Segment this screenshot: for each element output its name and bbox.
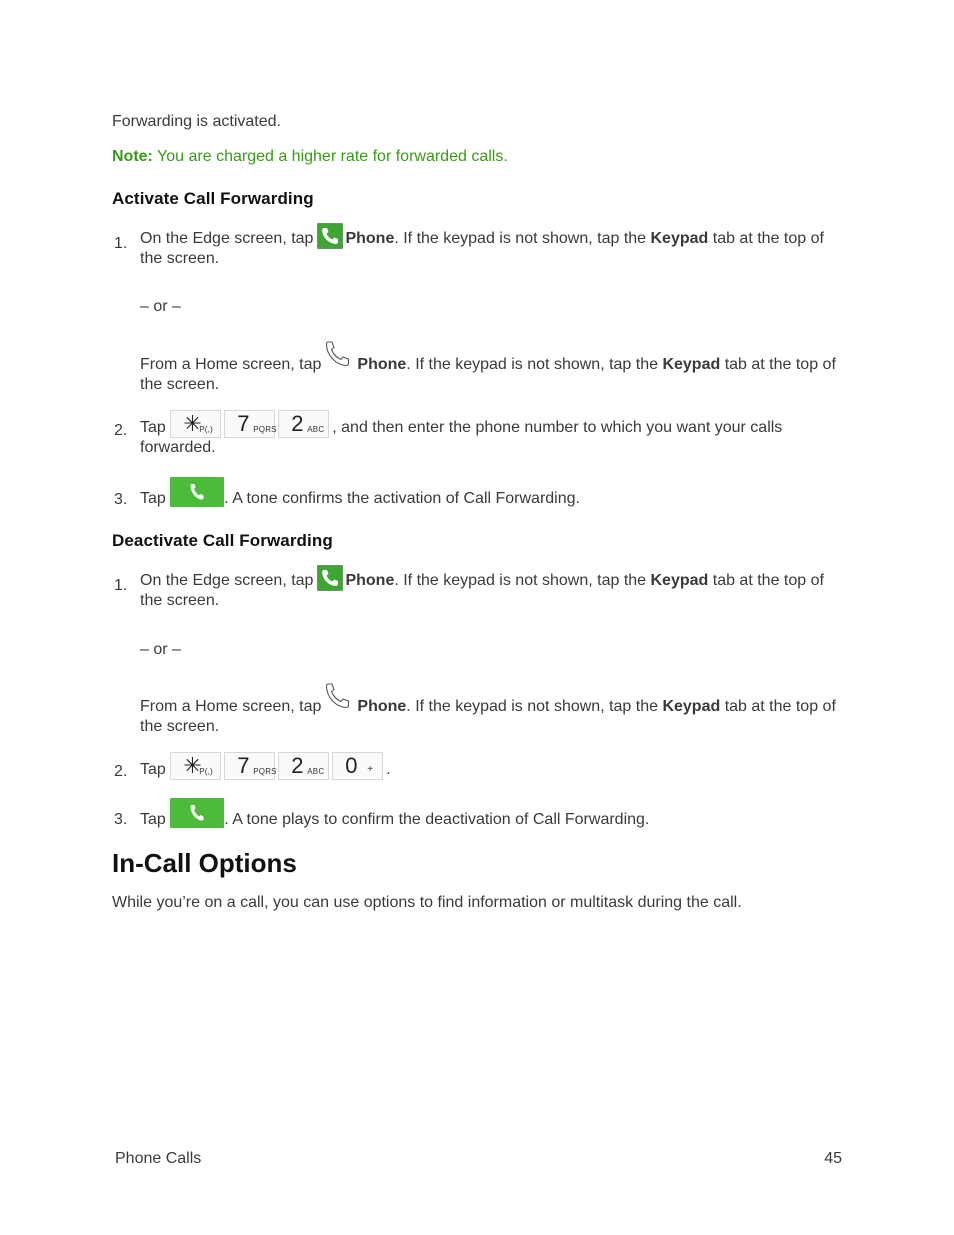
step-text: , and then enter the phone number to which you want your calls forwarded. xyxy=(140,419,783,456)
step-text: Tap xyxy=(140,811,166,828)
step-text: tab at the top of the screen. xyxy=(140,356,836,393)
keypad-tab-label: Keypad xyxy=(650,572,709,589)
call-button-icon xyxy=(170,477,224,507)
activate-step1-edge xyxy=(140,223,840,269)
phone-app-label: Phone xyxy=(345,572,395,589)
step-text: . A tone plays to confirm the deactivation of Call Forwarding. xyxy=(224,811,650,828)
deactivate-heading: Deactivate Call Forwarding xyxy=(112,531,333,550)
key-digit: 2 xyxy=(291,753,304,778)
step-text: tab at the top of the screen. xyxy=(140,698,836,735)
step-number: 1. xyxy=(114,577,128,594)
step-text: . If the keypad is not shown, tap the xyxy=(394,230,651,247)
phone-app-label: Phone xyxy=(357,356,407,373)
key-letters: P(,) xyxy=(199,425,213,434)
phone-app-icon xyxy=(317,565,343,591)
or-separator: – or – xyxy=(140,298,181,315)
phone-outline-icon xyxy=(323,681,353,713)
activate-step1-home xyxy=(140,339,840,395)
key-digit: 7 xyxy=(237,753,250,778)
deactivate-step3 xyxy=(140,798,840,830)
step-text: From a Home screen, tap xyxy=(140,698,322,715)
step-text: . If the keypad is not shown, tap the xyxy=(394,572,651,589)
step-text: . If the keypad is not shown, tap the xyxy=(406,356,663,373)
activate-step2 xyxy=(140,410,840,458)
page-number: 45 xyxy=(824,1150,842,1167)
key-letters: PQRS xyxy=(253,767,277,776)
keypad-tab-label: Keypad xyxy=(662,698,721,715)
keypad-tab-label: Keypad xyxy=(662,356,721,373)
keypad-tab-label: Keypad xyxy=(650,230,709,247)
deactivate-step1-home xyxy=(140,681,840,737)
step-text: On the Edge screen, tap xyxy=(140,230,314,247)
two-key xyxy=(278,410,329,438)
step-text: From a Home screen, tap xyxy=(140,356,322,373)
seven-key xyxy=(224,410,275,438)
key-digit: 7 xyxy=(237,411,250,436)
key-digit: 2 xyxy=(291,411,304,436)
step-text: On the Edge screen, tap xyxy=(140,572,314,589)
step-number: 2. xyxy=(114,763,128,780)
star-key xyxy=(170,410,221,438)
key-digit: ✳ xyxy=(183,411,202,436)
key-letters: PQRS xyxy=(253,425,277,434)
step-text: tab at the top of the screen. xyxy=(140,572,824,609)
deactivate-step1-edge xyxy=(140,565,840,611)
step-number: 2. xyxy=(114,422,128,439)
footer-section: Phone Calls xyxy=(115,1150,202,1167)
phone-app-icon xyxy=(317,223,343,249)
key-letters: ABC xyxy=(307,425,325,434)
deactivate-step2 xyxy=(140,752,840,780)
activate-heading: Activate Call Forwarding xyxy=(112,189,314,208)
seven-key xyxy=(224,752,275,780)
step-number: 3. xyxy=(114,491,128,508)
step-number: 1. xyxy=(114,235,128,252)
step-text: Tap xyxy=(140,490,166,507)
in-call-text: While you’re on a call, you can use options to find information or multitask during the call. xyxy=(112,894,742,911)
step-text: . A tone confirms the activation of Call Forwarding. xyxy=(224,490,580,507)
note-label: Note: xyxy=(112,148,153,165)
step-text: . If the keypad is not shown, tap the xyxy=(406,698,663,715)
step-number: 3. xyxy=(114,811,128,828)
call-button-icon xyxy=(170,798,224,828)
phone-app-label: Phone xyxy=(357,698,407,715)
key-digit: 0 xyxy=(345,753,358,778)
star-key xyxy=(170,752,221,780)
key-letters: P(,) xyxy=(199,767,213,776)
note xyxy=(112,147,508,167)
step-text: Tap xyxy=(140,419,166,436)
two-key xyxy=(278,752,329,780)
in-call-heading: In-Call Options xyxy=(112,848,297,878)
key-letters: ABC xyxy=(307,767,325,776)
note-text: You are charged a higher rate for forwarded calls. xyxy=(152,148,508,165)
or-separator: – or – xyxy=(140,641,181,658)
key-letters: + xyxy=(367,764,374,775)
phone-app-label: Phone xyxy=(345,230,395,247)
step-text: . xyxy=(386,761,391,778)
zero-key xyxy=(332,752,383,780)
intro-text: Forwarding is activated. xyxy=(112,113,281,130)
phone-outline-icon xyxy=(323,339,353,371)
step-text: tab at the top of the screen. xyxy=(140,230,824,267)
key-digit: ✳ xyxy=(183,753,202,778)
step-text: Tap xyxy=(140,761,166,778)
activate-step3 xyxy=(140,477,840,509)
